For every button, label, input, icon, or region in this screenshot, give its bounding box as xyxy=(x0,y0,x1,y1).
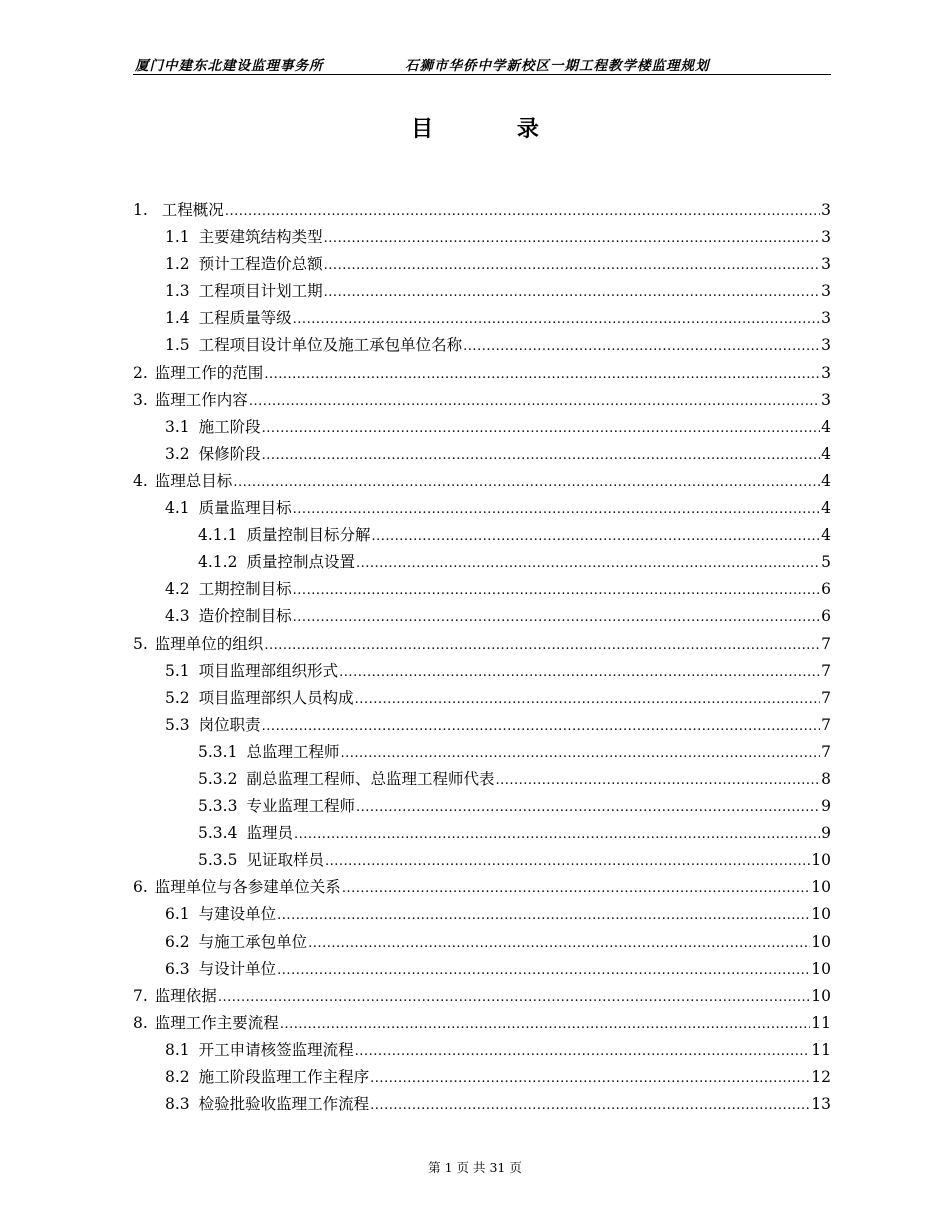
toc-dot-leader xyxy=(308,930,810,957)
toc-entry[interactable] xyxy=(133,305,831,332)
toc-entry[interactable] xyxy=(133,224,831,251)
toc-dot-leader xyxy=(262,415,820,442)
toc-entry-number: 1.3 xyxy=(165,282,190,301)
toc-entry[interactable] xyxy=(133,901,831,928)
toc-entry-page-number: 9 xyxy=(821,824,831,843)
toc-entry-title: 检验批验收监理工作流程 xyxy=(198,1095,370,1114)
toc-entry-title: 见证取样员 xyxy=(246,851,324,870)
toc-entry-title: 施工阶段监理工作主程序 xyxy=(198,1068,370,1086)
toc-entry[interactable] xyxy=(133,793,831,820)
toc-entry-number: 4.1 xyxy=(165,499,190,518)
toc-entry-page-number: 5 xyxy=(821,553,831,572)
toc-entry-number: 4.2 xyxy=(165,580,190,599)
toc-entry-number: 1.2 xyxy=(165,255,190,274)
toc-entry-title: 项目监理部织人员构成 xyxy=(198,688,354,707)
toc-entry[interactable] xyxy=(133,549,831,576)
toc-entry-page-number: 4 xyxy=(821,526,831,545)
toc-entry[interactable] xyxy=(133,495,831,522)
toc-entry-page-number: 3 xyxy=(821,363,831,382)
toc-dot-leader xyxy=(324,225,820,252)
toc-entry-title: 岗位职责 xyxy=(198,715,261,734)
toc-dot-leader xyxy=(264,632,820,659)
toc-dot-leader xyxy=(370,1065,810,1092)
toc-entry-number: 5. xyxy=(133,634,148,653)
toc-entry-page-number: 4 xyxy=(821,499,831,518)
toc-entry[interactable] xyxy=(133,468,831,495)
toc-entry-number: 1.4 xyxy=(165,309,190,328)
toc-entry-number: 5.3.4 xyxy=(198,824,238,843)
toc-dot-leader xyxy=(264,361,820,388)
toc-entry-page-number: 10 xyxy=(811,932,831,951)
toc-entry-page-number: 4 xyxy=(821,471,831,490)
header-document-title: 石狮市华侨中学新校区一期工程教学楼监理规划 xyxy=(405,58,710,74)
header-company: 厦门中建东北建设监理事务所 xyxy=(135,58,324,74)
toc-entry-title: 监理依据 xyxy=(154,986,217,1005)
toc-entry-page-number: 3 xyxy=(821,201,831,219)
toc-entry-title: 质量控制点设置 xyxy=(246,553,355,572)
toc-entry[interactable] xyxy=(133,712,831,739)
toc-entry[interactable] xyxy=(133,522,831,549)
toc-entry-page-number: 7 xyxy=(821,688,831,707)
toc-entry-title: 预计工程造价总额 xyxy=(198,255,323,274)
toc-entry[interactable] xyxy=(133,1037,831,1064)
table-of-contents xyxy=(133,197,831,1118)
toc-entry-number: 8.3 xyxy=(165,1095,190,1114)
toc-entry-page-number: 3 xyxy=(821,228,831,247)
toc-entry[interactable] xyxy=(133,1091,831,1118)
toc-dot-leader xyxy=(277,902,810,929)
toc-entry[interactable] xyxy=(133,956,831,983)
toc-entry-page-number: 7 xyxy=(821,634,831,653)
toc-entry-number: 5.3.5 xyxy=(198,851,238,870)
toc-entry-number: 4. xyxy=(133,471,148,490)
toc-entry[interactable] xyxy=(133,658,831,685)
toc-entry-page-number: 11 xyxy=(811,1040,831,1059)
toc-entry-page-number: 13 xyxy=(811,1095,831,1114)
toc-entry-title: 工程项目设计单位及施工承包单位名称 xyxy=(198,336,463,355)
toc-entry-title: 造价控制目标 xyxy=(198,607,292,626)
toc-dot-leader xyxy=(225,198,820,225)
toc-entry-number: 7. xyxy=(133,986,148,1005)
toc-dot-leader xyxy=(355,1038,811,1065)
toc-entry-number: 5.2 xyxy=(165,688,190,707)
toc-entry-number: 6. xyxy=(133,878,148,897)
toc-entry-page-number: 3 xyxy=(821,336,831,355)
toc-entry-page-number: 4 xyxy=(821,417,831,436)
toc-entry-title: 专业监理工程师 xyxy=(246,797,355,816)
toc-entry-title: 施工阶段 xyxy=(198,417,261,436)
toc-entry-page-number: 7 xyxy=(821,661,831,680)
toc-entry-number: 6.3 xyxy=(165,959,190,978)
toc-entry-number: 4.1.1 xyxy=(198,526,238,545)
toc-dot-leader xyxy=(293,496,820,523)
toc-entry-number: 5.3.3 xyxy=(198,797,238,816)
toc-entry-title: 与建设单位 xyxy=(198,905,277,924)
toc-title: 目 录 xyxy=(411,117,577,142)
toc-dot-leader xyxy=(262,442,820,469)
toc-entry-title: 监理工作内容 xyxy=(154,390,248,409)
toc-entry-page-number: 4 xyxy=(821,444,831,463)
toc-entry-number: 8. xyxy=(133,1013,148,1032)
toc-entry-title: 副总监理工程师、总监理工程师代表 xyxy=(246,769,495,788)
toc-entry-title: 监理单位与各参建单位关系 xyxy=(154,878,341,897)
toc-entry[interactable] xyxy=(133,441,831,468)
toc-entry[interactable] xyxy=(133,874,831,901)
toc-entry-title: 工程概况 xyxy=(161,201,224,219)
toc-dot-leader xyxy=(218,984,810,1011)
toc-dot-leader xyxy=(293,306,820,333)
toc-dot-leader xyxy=(340,740,820,767)
toc-entry-title: 监理员 xyxy=(246,824,293,843)
toc-entry-page-number: 3 xyxy=(821,390,831,409)
toc-dot-leader xyxy=(356,550,820,577)
toc-dot-leader xyxy=(233,469,820,496)
toc-entry-title: 工期控制目标 xyxy=(198,580,292,599)
toc-entry-number: 8.1 xyxy=(165,1040,190,1059)
toc-entry-title: 主要建筑结构类型 xyxy=(198,228,323,247)
toc-entry-page-number: 7 xyxy=(821,715,831,734)
toc-dot-leader xyxy=(325,848,810,875)
toc-dot-leader xyxy=(370,1092,810,1119)
toc-entry[interactable] xyxy=(133,685,831,712)
toc-dot-leader xyxy=(324,252,820,279)
toc-entry-page-number: 6 xyxy=(821,607,831,626)
toc-entry-number: 3.2 xyxy=(165,444,190,463)
toc-entry-title: 工程质量等级 xyxy=(198,309,292,328)
toc-entry[interactable] xyxy=(133,332,831,359)
toc-dot-leader xyxy=(280,1011,810,1038)
toc-entry-number: 5.3 xyxy=(165,715,190,734)
toc-entry-title: 保修阶段 xyxy=(198,444,261,463)
toc-entry-page-number: 11 xyxy=(811,1013,831,1032)
toc-entry[interactable] xyxy=(133,1064,831,1091)
toc-entry-title: 总监理工程师 xyxy=(246,742,340,761)
toc-entry-number: 3. xyxy=(133,390,148,409)
toc-dot-leader xyxy=(356,794,820,821)
toc-entry-title: 与设计单位 xyxy=(198,959,277,978)
toc-entry[interactable] xyxy=(133,603,831,630)
toc-entry-page-number: 10 xyxy=(811,851,831,870)
toc-entry-title: 与施工承包单位 xyxy=(198,932,308,951)
toc-entry[interactable] xyxy=(133,766,831,793)
toc-entry-page-number: 9 xyxy=(821,797,831,816)
toc-dot-leader xyxy=(339,659,820,686)
toc-entry-number: 2. xyxy=(133,363,148,382)
toc-entry-number: 6.1 xyxy=(165,905,190,924)
toc-entry-number: 4.1.2 xyxy=(198,553,238,572)
toc-entry[interactable] xyxy=(133,631,831,658)
toc-entry[interactable] xyxy=(133,387,831,414)
toc-entry-number: 1.5 xyxy=(165,336,190,355)
toc-entry-number: 1. xyxy=(133,201,148,219)
toc-dot-leader xyxy=(277,957,810,984)
toc-entry-title: 监理单位的组织 xyxy=(154,634,264,653)
toc-dot-leader xyxy=(371,523,820,550)
toc-entry[interactable] xyxy=(133,983,831,1010)
toc-dot-leader xyxy=(293,604,820,631)
toc-dot-leader xyxy=(463,333,820,360)
page-header xyxy=(133,52,831,75)
toc-entry-title: 项目监理部组织形式 xyxy=(198,661,339,680)
toc-entry-number: 5.1 xyxy=(165,661,190,680)
toc-entry-page-number: 10 xyxy=(811,986,831,1005)
toc-entry[interactable] xyxy=(133,1010,831,1037)
toc-entry[interactable] xyxy=(133,847,831,874)
toc-entry[interactable] xyxy=(133,278,831,305)
toc-dot-leader xyxy=(324,279,820,306)
toc-entry-number: 3.1 xyxy=(165,417,190,436)
toc-entry-number: 6.2 xyxy=(165,932,190,951)
toc-entry-title: 质量监理目标 xyxy=(198,499,292,518)
toc-entry[interactable] xyxy=(133,820,831,847)
toc-entry-title: 监理工作主要流程 xyxy=(154,1013,279,1032)
toc-entry[interactable] xyxy=(133,197,831,224)
toc-entry-title: 监理总目标 xyxy=(154,471,233,490)
toc-entry-page-number: 7 xyxy=(821,742,831,761)
toc-dot-leader xyxy=(294,821,820,848)
toc-entry-page-number: 10 xyxy=(811,878,831,897)
toc-entry-page-number: 10 xyxy=(811,959,831,978)
toc-entry-number: 5.3.2 xyxy=(198,769,238,788)
toc-dot-leader xyxy=(293,577,820,604)
toc-entry-title: 工程项目计划工期 xyxy=(198,282,323,301)
toc-entry-page-number: 10 xyxy=(811,905,831,924)
toc-entry-title: 开工申请核签监理流程 xyxy=(198,1040,354,1059)
toc-dot-leader xyxy=(249,388,820,415)
toc-entry-page-number: 12 xyxy=(811,1068,831,1086)
toc-dot-leader xyxy=(262,713,820,740)
toc-entry-number: 5.3.1 xyxy=(198,742,238,761)
toc-entry-number: 4.3 xyxy=(165,607,190,626)
toc-entry-page-number: 3 xyxy=(821,309,831,328)
toc-entry[interactable] xyxy=(133,929,831,956)
toc-entry-page-number: 3 xyxy=(821,282,831,301)
toc-entry[interactable] xyxy=(133,251,831,278)
toc-entry-number: 1.1 xyxy=(165,228,190,247)
toc-entry[interactable] xyxy=(133,739,831,766)
toc-entry-title: 质量控制目标分解 xyxy=(246,526,371,545)
toc-entry-page-number: 8 xyxy=(821,769,831,788)
toc-dot-leader xyxy=(355,686,820,713)
toc-dot-leader xyxy=(495,767,820,794)
toc-entry-page-number: 3 xyxy=(821,255,831,274)
toc-entry-page-number: 6 xyxy=(821,580,831,599)
toc-entry-title: 监理工作的范围 xyxy=(154,363,264,382)
toc-dot-leader xyxy=(342,875,810,902)
toc-entry[interactable] xyxy=(133,360,831,387)
toc-entry-number: 8.2 xyxy=(165,1068,190,1086)
toc-entry[interactable] xyxy=(133,576,831,603)
page-footer: 第 1 页 共 31 页 xyxy=(428,1160,522,1175)
toc-entry[interactable] xyxy=(133,414,831,441)
